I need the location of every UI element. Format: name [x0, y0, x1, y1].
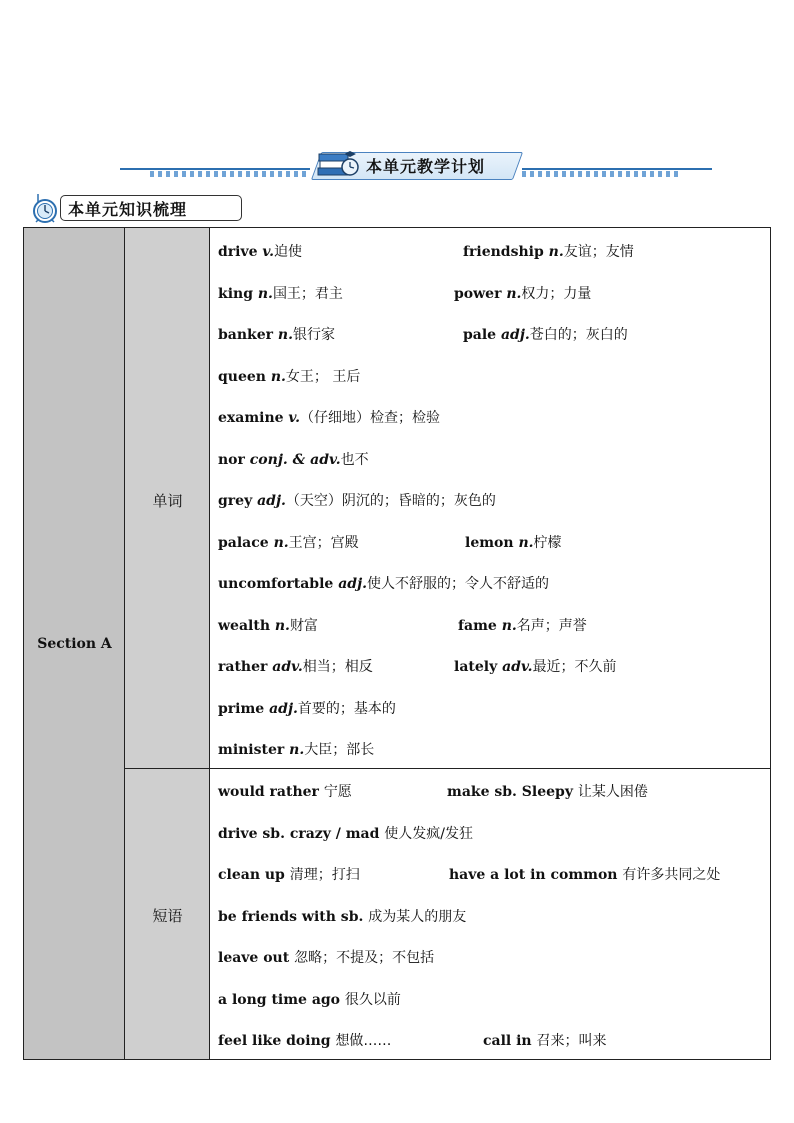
entry-chinese: 召来；叫来: [536, 1033, 607, 1049]
entry-english: nor: [218, 451, 250, 468]
entry-english: a long time ago: [218, 991, 345, 1008]
entry-chinese: 权力；力量: [521, 285, 592, 302]
vocab-entry: [454, 283, 591, 303]
vocab-entry: [463, 241, 634, 261]
entry-part-of-speech: adj.: [269, 700, 298, 717]
entry-english: would rather: [218, 784, 324, 800]
vocab-entry: [218, 1030, 391, 1050]
entry-chinese: 也不: [340, 451, 369, 468]
banner-dots-right: [522, 171, 682, 177]
entry-english: fame: [458, 617, 502, 634]
vocab-entry: [218, 490, 496, 510]
vocab-entry: [465, 532, 562, 552]
vocab-entry: [218, 656, 373, 676]
entry-english: uncomfortable: [218, 576, 339, 592]
entry-english: friendship: [463, 244, 549, 260]
entry-chinese: （天空）阴沉的；昏暗的；灰色的: [285, 493, 496, 509]
vocab-entry: [218, 781, 352, 801]
vocab-entry: [218, 947, 434, 967]
books-icon: [316, 150, 360, 180]
vocab-entry: [218, 366, 360, 386]
entry-chinese: 使人不舒服的；令人不舒适的: [367, 576, 550, 592]
entry-chinese: 苍白的；灰白的: [529, 327, 628, 343]
vocabulary-table: [23, 227, 771, 1060]
entry-chinese: 银行家: [292, 327, 335, 343]
entry-part-of-speech: adj.: [338, 576, 368, 592]
vocab-entry: [458, 615, 587, 635]
tag-label: 本单元知识梳理: [68, 200, 188, 219]
vocab-entry: [218, 324, 335, 344]
entry-chinese: 财富: [289, 617, 318, 634]
entry-part-of-speech: n.: [501, 617, 517, 634]
entry-english: wealth: [218, 617, 275, 634]
vocab-entry: [218, 241, 302, 261]
entry-chinese: 名声；声誉: [516, 617, 587, 634]
vocab-entry: [463, 324, 628, 344]
entry-part-of-speech: n.: [274, 617, 290, 634]
vocab-entry: [483, 1030, 606, 1050]
entry-english: power: [454, 285, 507, 302]
entry-chinese: 国王；君主: [272, 285, 343, 302]
banner-rule-right: [522, 168, 712, 170]
entry-english: lemon: [465, 534, 519, 551]
vocab-entry: [218, 864, 360, 884]
vocab-entry: [218, 698, 396, 718]
entry-chinese: （仔细地）检查；检验: [300, 410, 441, 426]
entry-english: feel like doing: [218, 1033, 336, 1049]
category-label: 短语: [152, 907, 183, 925]
entry-chinese: 女王； 王后: [285, 368, 361, 385]
banner-title-tile: [316, 152, 516, 178]
entry-part-of-speech: adv.: [502, 659, 533, 675]
section-label: Section A: [37, 636, 112, 652]
entry-chinese: 大臣；部长: [304, 742, 375, 758]
entry-english: make sb. Sleepy: [447, 784, 578, 800]
entry-chinese: 成为某人的朋友: [368, 908, 467, 925]
vocab-entry: [218, 823, 473, 843]
vocab-entry: [447, 781, 648, 801]
entry-chinese: 忽略；不提及；不包括: [294, 950, 435, 966]
entry-chinese: 柠檬: [533, 534, 562, 551]
entry-part-of-speech: adj.: [257, 493, 286, 509]
entry-part-of-speech: n.: [548, 244, 564, 260]
entry-part-of-speech: v.: [262, 244, 275, 260]
entry-english: clean up: [218, 867, 290, 883]
banner-dots-left: [150, 171, 310, 177]
entry-part-of-speech: n.: [273, 534, 289, 551]
entry-part-of-speech: adj.: [500, 327, 530, 343]
entry-chinese: 想做……: [335, 1033, 392, 1049]
section-tag: [30, 192, 216, 222]
entry-chinese: 使人发疯/发狂: [384, 825, 474, 842]
vocab-entry: [218, 906, 466, 926]
category-label: 单词: [152, 492, 183, 510]
entry-english: drive: [218, 244, 263, 260]
vocab-entry: [454, 656, 617, 676]
category-column: [125, 228, 210, 1059]
vocab-entry: [218, 449, 369, 469]
vocab-entry: [218, 615, 318, 635]
entry-english: leave out: [218, 950, 295, 966]
entry-chinese: 很久以前: [344, 991, 401, 1008]
entry-part-of-speech: n.: [257, 285, 273, 302]
vocab-entry: [218, 573, 549, 593]
vocab-entry: [218, 407, 440, 427]
section-banner: [120, 148, 712, 182]
entry-english: lately: [454, 659, 503, 675]
entry-chinese: 清理；打扫: [289, 867, 360, 883]
vocab-entry: [218, 739, 374, 759]
entry-part-of-speech: conj. & adv.: [249, 451, 341, 468]
entry-english: queen: [218, 368, 271, 385]
entry-english: minister: [218, 742, 290, 758]
entry-part-of-speech: n.: [518, 534, 534, 551]
entry-english: call in: [483, 1033, 537, 1049]
entry-part-of-speech: n.: [289, 742, 305, 758]
entry-chinese: 首要的；基本的: [297, 700, 396, 717]
entry-chinese: 宁愿: [323, 784, 352, 800]
group-divider: [125, 768, 771, 769]
vocab-entry: [449, 864, 720, 884]
entry-english: rather: [218, 659, 273, 675]
vocab-entry: [218, 283, 343, 303]
vocab-entry: [218, 532, 359, 552]
entry-chinese: 相当；相反: [302, 659, 373, 675]
entry-english: prime: [218, 700, 270, 717]
entry-english: grey: [218, 493, 258, 509]
entry-english: palace: [218, 534, 274, 551]
entry-part-of-speech: v.: [288, 410, 301, 426]
alarm-clock-icon: [30, 192, 64, 224]
banner-title: 本单元教学计划: [366, 157, 486, 176]
entry-english: be friends with sb.: [218, 908, 369, 925]
entry-chinese: 让某人困倦: [577, 784, 648, 800]
entry-chinese: 有许多共同之处: [622, 867, 721, 883]
banner-rule-left: [120, 168, 310, 170]
entry-part-of-speech: n.: [506, 285, 522, 302]
entry-english: have a lot in common: [449, 867, 623, 883]
entry-part-of-speech: n.: [277, 327, 293, 343]
entry-english: examine: [218, 410, 289, 426]
vocab-entry: [218, 989, 401, 1009]
entry-english: pale: [463, 327, 501, 343]
entry-chinese: 王宫；宫殿: [288, 534, 359, 551]
entry-chinese: 最近；不久前: [532, 659, 617, 675]
entry-part-of-speech: adv.: [272, 659, 303, 675]
entry-english: king: [218, 285, 258, 302]
entry-chinese: 迫使: [274, 244, 303, 260]
entry-part-of-speech: n.: [270, 368, 286, 385]
entry-english: drive sb. crazy / mad: [218, 825, 385, 842]
entry-chinese: 友谊；友情: [563, 244, 634, 260]
entry-english: banker: [218, 327, 278, 343]
